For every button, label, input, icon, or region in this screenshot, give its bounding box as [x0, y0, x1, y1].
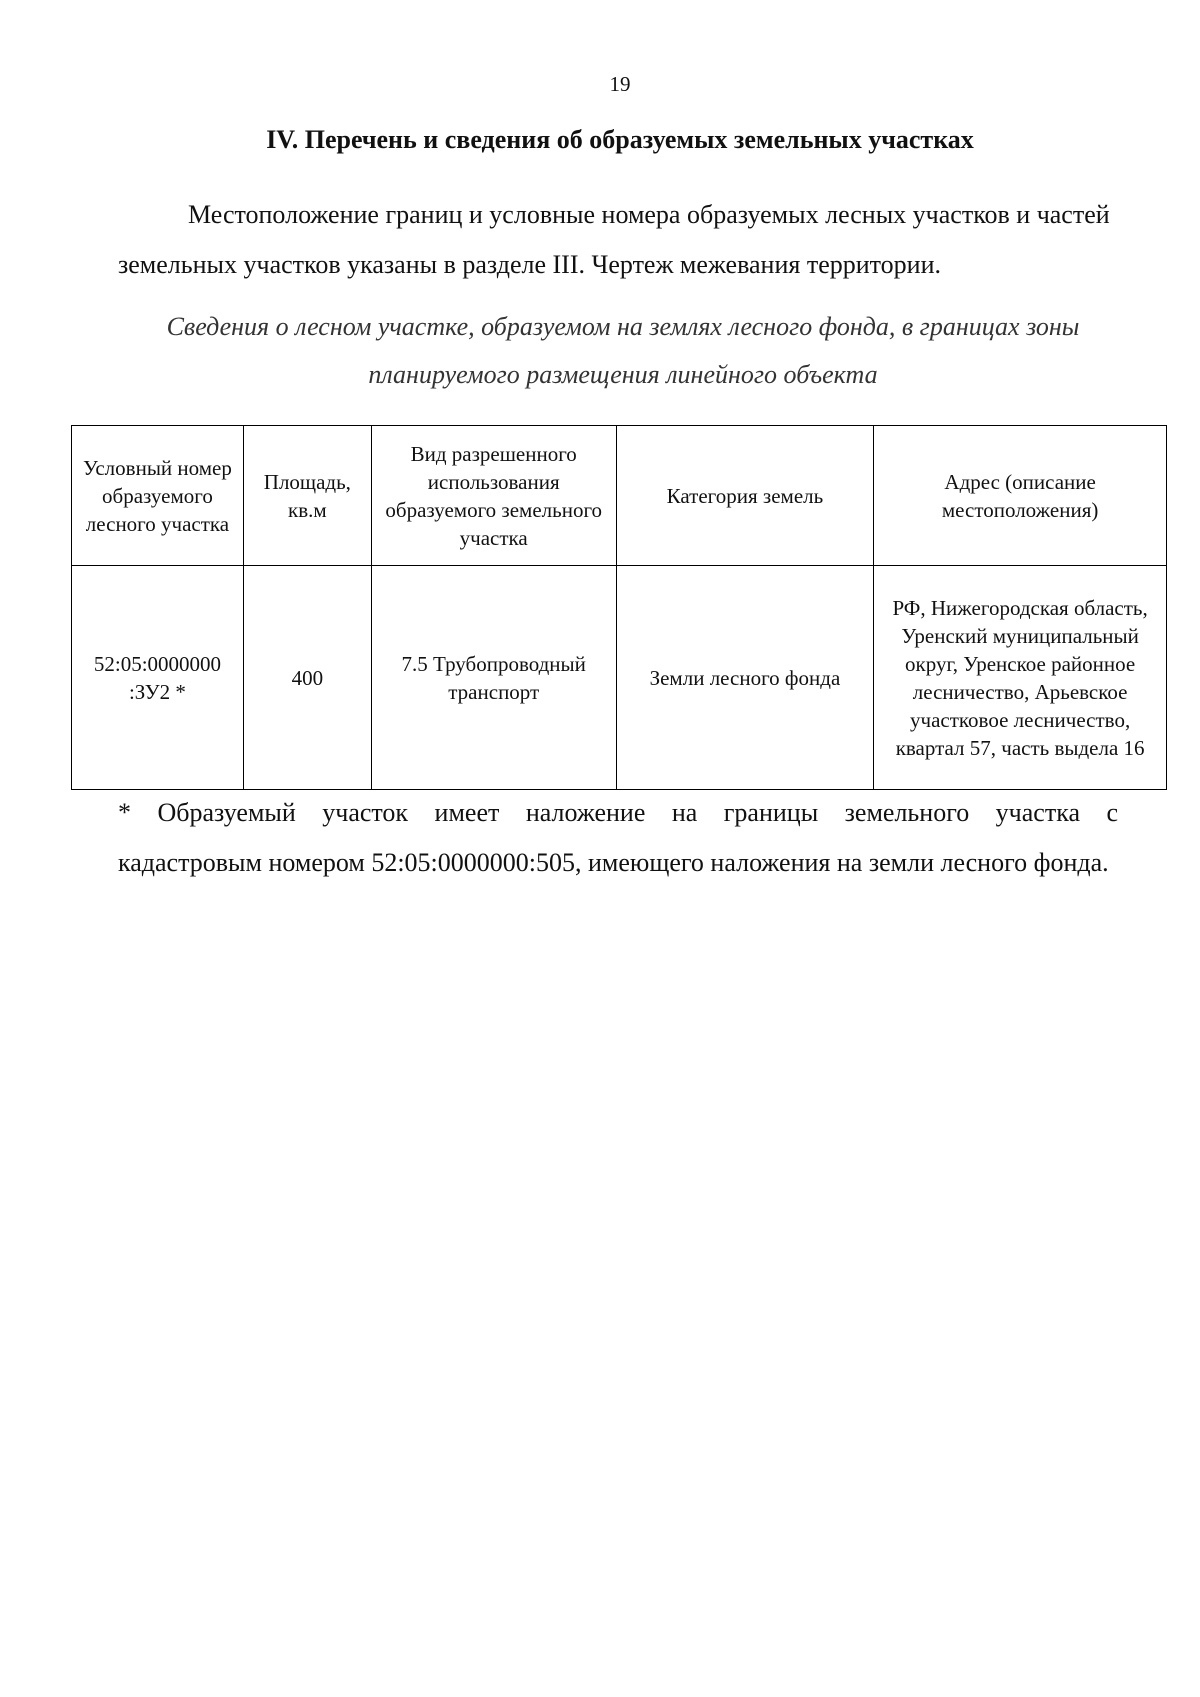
table-caption: Сведения о лесном участке, образуемом на землях лесного фонда, в границах зоны планируемого размещения линейного объекта: [166, 312, 1080, 389]
intro-paragraph: Местоположение границ и условные номера образуемых лесных участков и частей земельных участков указаны в разделе III. Чертеж межевания территории.: [118, 200, 1110, 279]
table-row: [72, 566, 1167, 790]
cell-category: Земли лесного фонда: [616, 566, 874, 790]
section-heading: IV. Перечень и сведения об образуемых земельных участках: [266, 125, 974, 154]
cell-use: 7.5 Трубопроводный транспорт: [371, 566, 616, 790]
cell-number: 52:05:0000000 :ЗУ2 *: [72, 566, 244, 790]
footnote-continuation: кадастровым номером 52:05:0000000:505, имеющего наложения на земли лесного фонда.: [118, 848, 1109, 877]
header-area: Площадь, кв.м: [243, 426, 371, 566]
header-use: Вид разрешенного использования образуемого земельного участка: [371, 426, 616, 566]
cell-address: РФ, Нижегородская область, Уренский муниципальный округ, Уренское районное лесничество, Арьевское участковое лесничество, квартал 57, часть выдела 16: [874, 566, 1167, 790]
cell-area: 400: [243, 566, 371, 790]
header-address: Адрес (описание местоположения): [874, 426, 1167, 566]
header-category: Категория земель: [616, 426, 874, 566]
table-header-row: [72, 426, 1167, 566]
land-plot-table: [71, 425, 1167, 790]
page-number: 19: [609, 72, 631, 96]
footnote-line: * Образуемый участок имеет наложение на границы земельного участка с: [118, 798, 1118, 827]
header-number: Условный номер образуемого лесного участка: [72, 426, 244, 566]
